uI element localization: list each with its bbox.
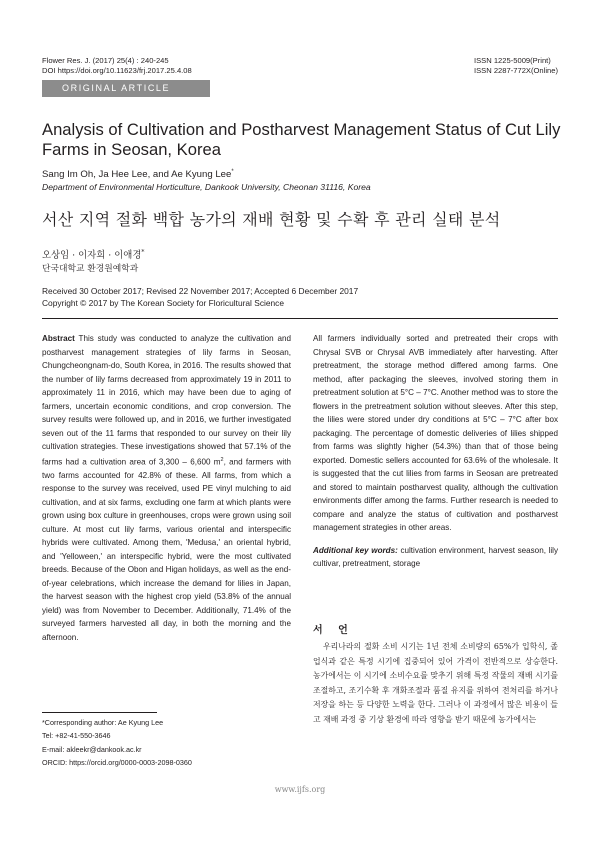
abstract-label: Abstract: [42, 334, 75, 343]
article-title: Analysis of Cultivation and Postharvest Management Status of Cut Lily Farms in Seosan, Korea: [42, 120, 561, 159]
section-heading-introduction: 서 언: [313, 625, 354, 636]
doi-link[interactable]: DOI https://doi.org/10.11623/frj.2017.25.4.08: [42, 66, 192, 75]
korean-author-list: [42, 247, 144, 262]
journal-issue: Flower Res. J. (2017) 25(4) : 240-245: [42, 56, 169, 65]
abstract-text-part2: , and farmers with two farms accounted for 42.8% of these. All farms, from which a response to the survey was received, used PE vinyl mulching to aid cultivation, and at six farms, excluding one farm at which plants were grown using box culture in greenhouses, crops were grown using soil culture. At most cut lily farms, various oriental and interspecific hybrids were cultivated. Among them, 'Medusa,' an oriental hybrid, and 'Yelloween,' an interspecific hybrid, were the most cultivated breeds. Because of the Obon and Higan holidays, as well as the end-of-year celebrations, which increase the demand for lilies in Japan, the harvest season with the highest crop yield (53.8% of the annual yield) was from November to December. Additionally, 71.4% of the surveyed farmers harvested all day, in both the morning and the afternoon.: [42, 457, 291, 642]
history-block: [42, 285, 358, 309]
author-email[interactable]: E-mail: akleekr@dankook.ac.kr: [42, 744, 142, 754]
korean-intro-paragraph: 우리나라의 절화 소비 시기는 1년 전체 소비량의 65%가 입학식, 졸업식과 같은 특정 시기에 집중되어 있어 가격이 전반적으로 상승한다. 농가에서는 이 시기에 소비수요를 맞추기 위해 특정 작물의 재배 시기를 조절하고, 조기수확 후 개화조절과 품질 유지를 위하여 전처리를 하거나 저장을 하는 등 다양한 노력을 한다. 그러나 이 과정에서 많은 비용이 들고 재배 과정 중 기상 환경에 따라 영향을 받기 때문에 농가에서는: [313, 642, 558, 724]
author-list: [42, 166, 234, 181]
abstract-column-right: [313, 332, 558, 571]
footnote-divider: [42, 712, 157, 713]
korean-introduction: [313, 640, 558, 728]
korean-author-names: 오상임 · 이자희 · 이애경: [42, 250, 142, 262]
keywords-text: cultivation environment, harvest season, lily cultivar, pretreatment, storage: [313, 545, 558, 568]
abstract-text-continued: All farmers individually sorted and pretreated their crops with Chrysal SVB or Chrysal AVB immediately after harvesting. After pretreatment, the storage method differed among farms. One method, after packaging the sleeves, involved storing them in pretreatment solution at 5°C – 7°C. Another method was to store the flowers in the pretreatment solution without sleeves. After this step, the lilies were stored under dry conditions at 5°C – 7°C after box packaging. The percentage of domestic deliveries of lilies shipped from farms was slightly higher (54.3%) than that of those being exported. Domestic sellers accounted for 63.6% of the wholesale. It is suggested that the cut lilies from farms in Seosan are pretreated and stored to maintain postharvest quality, although the cultivation environments differ among the farms. Further research is needed to compare and analyze the status of cultivation and postharvest management strategies in other areas.: [313, 334, 558, 532]
author-tel: Tel: +82-41-550-3646: [42, 731, 111, 741]
korean-title: 서산 지역 절화 백합 농가의 재배 현황 및 수확 후 관리 실태 분석: [42, 210, 501, 229]
corresponding-author-footnote: [42, 716, 192, 769]
issn-block: [474, 56, 558, 76]
journal-citation: [42, 56, 192, 76]
corresponding-author: *Corresponding author: Ae Kyung Lee: [42, 718, 164, 727]
article-type-badge: ORIGINAL ARTICLE: [42, 80, 210, 97]
abstract-column-left: [42, 332, 291, 644]
author-names: Sang Im Oh, Ja Hee Lee, and Ae Kyung Lee: [42, 169, 232, 181]
issn-online: ISSN 2287-772X(Online): [474, 66, 558, 75]
copyright-notice: Copyright © 2017 by The Korean Society for Floricultural Science: [42, 298, 285, 308]
area-superscript: 2: [220, 456, 224, 463]
korean-affiliation: 단국대학교 환경원예학과: [42, 264, 139, 274]
keywords: [313, 544, 558, 571]
keywords-label: Additional key words:: [313, 545, 398, 555]
divider-line: [42, 318, 558, 319]
author-orcid[interactable]: ORCID: https://orcid.org/0000-0003-2098-0360: [42, 757, 192, 767]
issn-print: ISSN 1225-5009(Print): [474, 56, 551, 65]
journal-url-footer[interactable]: www.ijfs.org: [274, 785, 326, 794]
affiliation: Department of Environmental Horticulture, Dankook University, Cheonan 31116, Korea: [42, 182, 371, 192]
abstract-text-part1: This study was conducted to analyze the cultivation and postharvest management strategies of lily farms in Seosan, Chungcheongnam-do, South Korea, in 2016. The results showed that the number of lily farms decreased from approximately 19 in 2011 to approximately 11 in 2016, which may have been due to aging of farmers, uncertain economic conditions, and crop conversion. The survey results were followed up, and in 2016, we further investigated seven out of the 11 farms that responded to our survey on their lily cultivation strategies. These investigations showed that 57.1% of the farms had a cultivation area of 3,300 – 6,600 m: [42, 334, 291, 467]
received-dates: Received 30 October 2017; Revised 22 November 2017; Accepted 6 December 2017: [42, 286, 359, 296]
corresponding-mark: *: [231, 169, 234, 175]
korean-corresponding-mark: *: [141, 249, 145, 256]
